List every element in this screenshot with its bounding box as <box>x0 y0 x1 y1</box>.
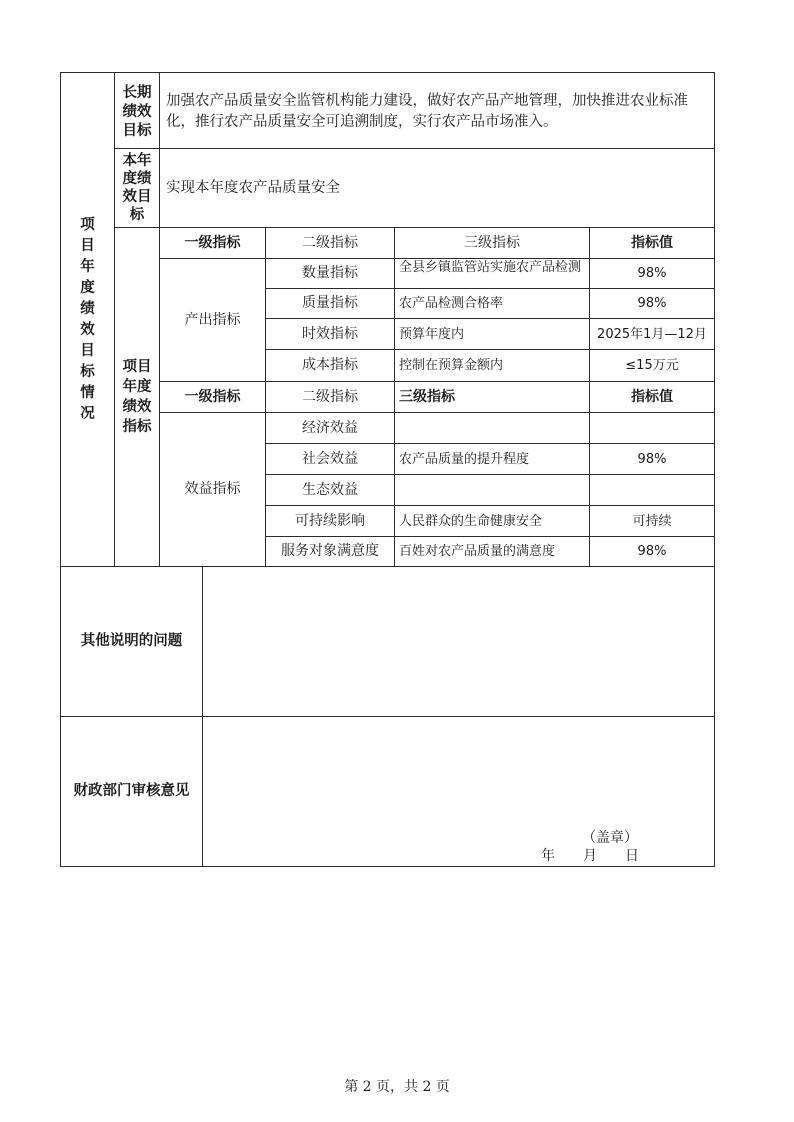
output-level3: 控制在预算金额内 <box>399 358 504 373</box>
output-level2: 成本指标 <box>302 357 358 373</box>
finance-review-seal: （盖章） <box>582 829 638 846</box>
benefit-value: 98% <box>637 451 667 467</box>
output-level1: 产出指标 <box>184 311 241 328</box>
long-term-goal-label: 长期绩效目标 <box>122 84 152 139</box>
section-title-char: 效 <box>80 321 95 338</box>
output-value: ≤15万元 <box>625 358 679 373</box>
section-title-char: 目 <box>80 237 95 254</box>
section-title <box>61 73 114 566</box>
page-number: 第 2 页，共 2 页 <box>344 1079 450 1095</box>
benefit-level2: 可持续影响 <box>295 512 365 529</box>
output-value: 98% <box>637 266 667 281</box>
other-notes-label: 其他说明的问题 <box>80 633 183 649</box>
benefit-value <box>590 475 714 505</box>
output-level3: 预算年度内 <box>399 326 465 342</box>
annual-goal-label: 本年度绩效目标 <box>122 153 152 223</box>
benefit-level2: 服务对象满意度 <box>281 543 379 559</box>
header-level1: 一级指标 <box>184 234 241 251</box>
table-border-right <box>714 72 715 867</box>
long-term-goal-text: 加强农产品质量安全监管机构能力建设，做好农产品产地管理，加快推进农业标准化，推行农产品质量安全可追溯制度，实行农产品市场准入。 <box>166 93 688 130</box>
header-level2: 二级指标 <box>302 388 358 405</box>
finance-review-label: 财政部门审核意见 <box>73 783 190 799</box>
section-title-char: 标 <box>80 363 95 380</box>
section-title-char: 况 <box>80 405 95 422</box>
section-title-char: 项 <box>80 216 95 233</box>
indicators-label: 项目年度绩效指标 <box>122 359 152 435</box>
section-title-char: 度 <box>80 279 95 296</box>
benefit-level3 <box>395 413 589 443</box>
benefit-level3 <box>395 475 589 505</box>
output-level2: 数量指标 <box>302 265 358 281</box>
benefit-level2: 社会效益 <box>302 450 358 467</box>
section-title-char: 目 <box>80 342 95 359</box>
output-value: 98% <box>637 296 667 311</box>
benefit-level2: 生态效益 <box>302 481 358 498</box>
section-title-char: 情 <box>80 384 95 401</box>
benefit-level3: 百姓对农产品质量的满意度 <box>399 544 556 559</box>
output-level2: 质量指标 <box>302 295 358 311</box>
benefit-level3: 农产品质量的提升程度 <box>399 451 530 467</box>
output-level2: 时效指标 <box>302 325 358 342</box>
output-level3: 全县乡镇监管站实施农产品检测 <box>399 260 582 275</box>
header-level3: 三级指标 <box>399 388 455 405</box>
benefit-value: 98% <box>637 544 667 559</box>
finance-review-date: 年 月 日 <box>541 847 639 864</box>
header-value: 指标值 <box>631 388 673 405</box>
other-notes-content <box>204 567 714 716</box>
benefit-level2: 经济效益 <box>302 419 358 436</box>
header-value: 指标值 <box>631 234 673 251</box>
output-level3: 农产品检测合格率 <box>399 296 504 311</box>
benefit-level1: 效益指标 <box>184 481 241 497</box>
annual-goal-text: 实现本年度农产品质量安全 <box>166 179 340 196</box>
section-title-char: 绩 <box>80 300 95 317</box>
header-level2: 二级指标 <box>302 234 358 251</box>
table-border-bottom <box>60 866 715 867</box>
section-title-char: 年 <box>80 258 95 275</box>
header-level3: 三级指标 <box>464 234 520 251</box>
output-value: 2025年1月—12月 <box>597 326 707 342</box>
benefit-level3: 人民群众的生命健康安全 <box>399 513 543 529</box>
benefit-value: 可持续 <box>632 513 672 529</box>
header-level1: 一级指标 <box>184 388 241 405</box>
benefit-value <box>590 413 714 443</box>
